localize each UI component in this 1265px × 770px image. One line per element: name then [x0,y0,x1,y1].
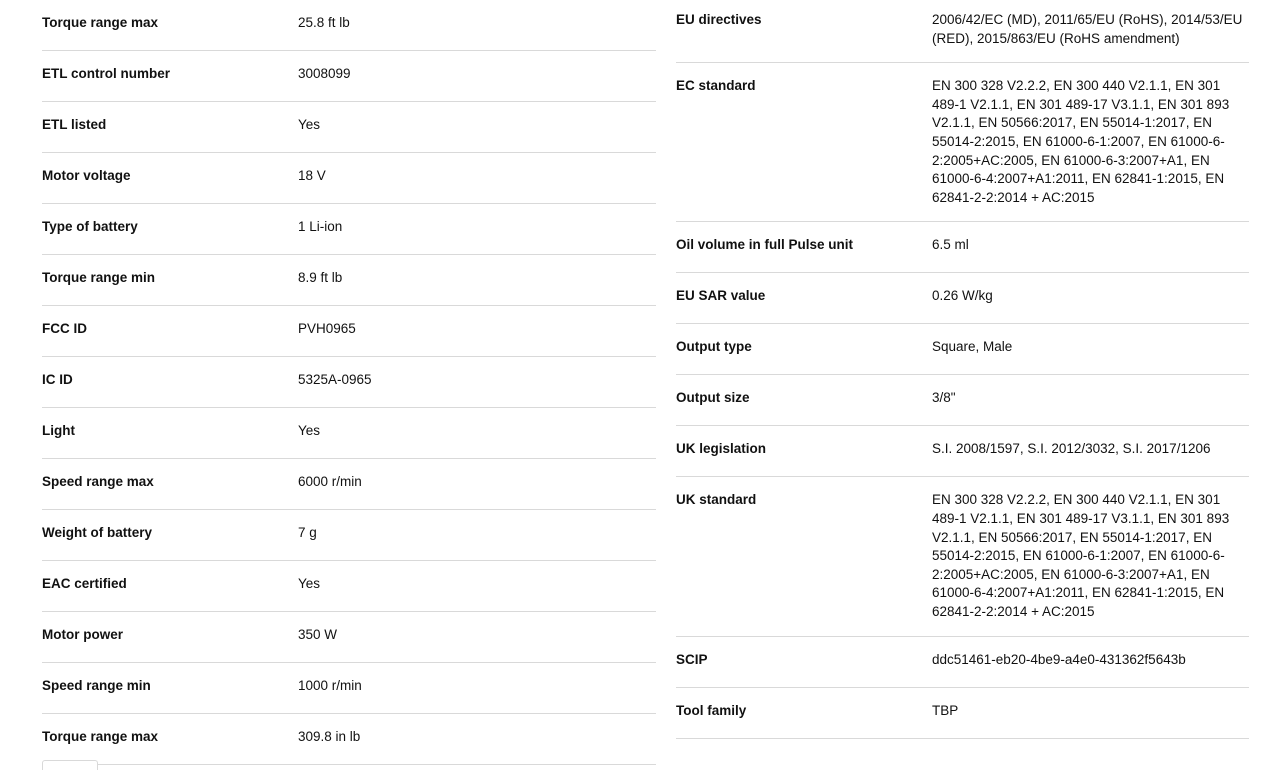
spec-label: FCC ID [42,321,87,336]
spec-value: ddc51461-eb20-4be9-a4e0-431362f5643b [932,651,1186,667]
spec-label: UK legislation [676,441,767,457]
spec-value: 1 Li-ion [298,219,343,234]
spec-value: Yes [298,117,321,132]
spec-label: Torque range max [42,729,159,744]
spec-value: Yes [298,576,321,591]
spec-label: Torque range max [42,15,159,30]
table-row [676,273,1249,324]
table-row [42,153,656,204]
spec-value: Yes [298,423,321,438]
table-row [42,204,656,255]
table-row [676,63,1249,222]
spec-label: Motor voltage [42,168,131,183]
spec-label: EU SAR value [676,288,766,304]
specifications-left-column [42,0,656,770]
spec-label: EU directives [676,12,762,27]
spec-label: Speed range min [42,678,151,693]
table-row [42,408,656,459]
spec-value: PVH0965 [298,321,356,336]
table-row [42,510,656,561]
spec-label: SCIP [676,651,708,667]
spec-value: 3008099 [298,66,351,81]
spec-label: ETL listed [42,117,107,132]
spec-value: 5325A-0965 [298,372,372,387]
table-row [42,357,656,408]
spec-label: Motor power [42,627,123,642]
spec-label: UK standard [676,492,757,508]
spec-value: 350 W [298,627,338,642]
spec-label: EAC certified [42,576,127,591]
spec-label: Speed range max [42,474,154,489]
column-gap [656,0,676,770]
spec-value: 1000 r/min [298,678,362,693]
table-row [42,51,656,102]
spec-label: Torque range min [42,270,156,285]
spec-value: TBP [932,702,959,718]
table-row [42,714,656,765]
spec-value: 3/8" [932,390,956,406]
table-row [42,459,656,510]
spec-label: EC standard [676,78,756,94]
spec-value: 8.9 ft lb [298,270,343,285]
specifications-right-column [676,0,1249,770]
table-row [676,375,1249,426]
table-row [676,426,1249,477]
spec-label: Output size [676,390,750,406]
table-row [42,612,656,663]
table-row [42,255,656,306]
spec-value: 309.8 in lb [298,729,361,744]
spec-value: 25.8 ft lb [298,15,350,30]
spec-value: EN 300 328 V2.2.2, EN 300 440 V2.1.1, EN 301 489-1 V2.1.1, EN 301 489-17 V3.1.1, EN 301 893 V2.1.1, EN 50566:2017, EN 55014-1:2017, EN 55014-2:2015, EN 61000-6-1:2007, EN 61000-6-2:2005+AC:2005, EN 61000-6-3:2007+A1, EN 61000-6-4:2007+A1:2011, EN 62841-1:2015, EN 62841-2-2:2014 + AC:2015 [932,78,1230,205]
spec-label: Type of battery [42,219,138,234]
table-row [676,477,1249,636]
table-row [42,306,656,357]
page-bottom-element [42,760,98,770]
table-row [676,637,1249,688]
spec-value: 18 V [298,168,326,183]
spec-label: Light [42,423,75,438]
spec-label: Output type [676,339,752,355]
table-row [42,663,656,714]
spec-value: 2006/42/EC (MD), 2011/65/EU (RoHS), 2014/53/EU (RED), 2015/863/EU (RoHS amendment) [932,12,1243,46]
table-row [676,11,1249,63]
spec-value: EN 300 328 V2.2.2, EN 300 440 V2.1.1, EN 301 489-1 V2.1.1, EN 301 489-17 V3.1.1, EN 301 893 V2.1.1, EN 50566:2017, EN 55014-1:2017, EN 55014-2:2015, EN 61000-6-1:2007, EN 61000-6-2:2005+AC:2005, EN 61000-6-3:2007+A1, EN 61000-6-4:2007+A1:2011, EN 62841-1:2015, EN 62841-2-2:2014 + AC:2015 [932,492,1230,619]
table-row [42,0,656,51]
spec-value: 6.5 ml [932,237,969,253]
spec-label: Weight of battery [42,525,153,540]
table-row [676,222,1249,273]
spec-value: 0.26 W/kg [932,288,993,304]
table-row [42,102,656,153]
table-row [42,561,656,612]
spec-label: IC ID [42,372,73,387]
spec-value: S.I. 2008/1597, S.I. 2012/3032, S.I. 2017/1206 [932,441,1211,457]
table-row [676,688,1249,739]
spec-value: 6000 r/min [298,474,362,489]
spec-label: ETL control number [42,66,171,81]
spec-value: 7 g [298,525,317,540]
spec-label: Tool family [676,702,747,718]
spec-label: Oil volume in full Pulse unit [676,237,854,253]
table-row [676,324,1249,375]
spec-value: Square, Male [932,339,1013,355]
